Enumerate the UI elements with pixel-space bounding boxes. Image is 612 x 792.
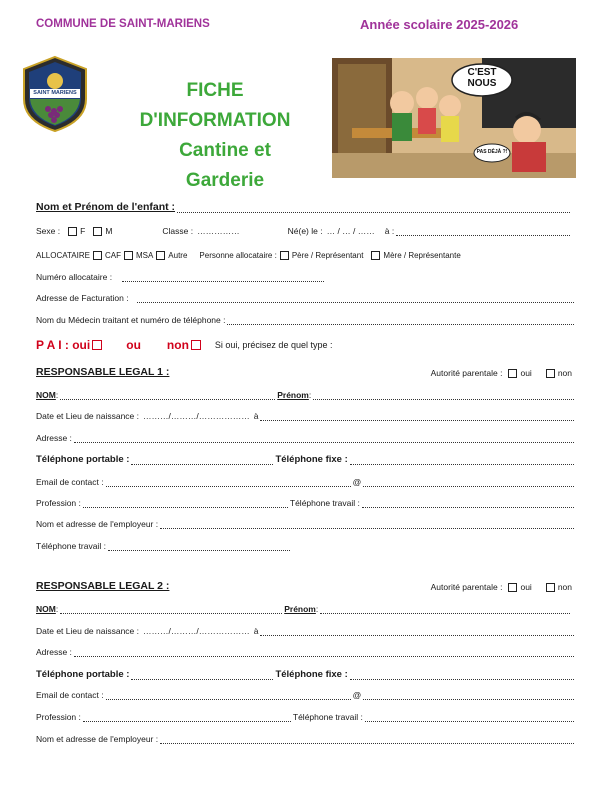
legal2-profession-field[interactable]	[83, 713, 291, 722]
legal1-autorite-non-checkbox[interactable]	[546, 369, 555, 378]
legal1-nom-row: NOM : Prénom :	[36, 390, 576, 400]
legal2-autorite-oui-checkbox[interactable]	[508, 583, 517, 592]
legal1-tel-travail-field[interactable]	[108, 542, 290, 551]
legal2-profession-row	[36, 712, 576, 722]
sexe-label: Sexe :	[36, 226, 61, 236]
legal1-tel-travail-row	[36, 541, 292, 551]
cartoon-illustration	[332, 58, 576, 178]
legal1-header	[36, 366, 572, 378]
legal1-at-sign: @	[352, 477, 362, 487]
legal2-email-domain-field[interactable]	[363, 691, 574, 700]
legal1-tel-travail-inline-label: Téléphone travail :	[289, 498, 360, 508]
sexe-f-checkbox[interactable]	[68, 227, 77, 236]
form-title	[130, 76, 300, 196]
legal2-a-label: à	[253, 626, 259, 636]
legal2-tel-portable-field[interactable]	[131, 671, 273, 680]
legal1-adresse-label: Adresse :	[36, 433, 72, 443]
legal2-tel-travail-inline-field[interactable]	[365, 713, 574, 722]
legal2-employeur-field[interactable]	[160, 735, 574, 744]
legal2-nom-label: NOM	[36, 604, 56, 614]
msa-label: MSA	[135, 251, 154, 260]
legal2-at-sign: @	[352, 690, 362, 700]
legal1-autorite-oui-checkbox[interactable]	[508, 369, 517, 378]
legal1-naissance-row	[36, 411, 576, 421]
caf-label: CAF	[104, 251, 121, 260]
legal1-employeur-field[interactable]	[160, 520, 574, 529]
legal2-tel-fixe-label: Téléphone fixe :	[275, 669, 348, 680]
legal2-naissance-label: Date et Lieu de naissance :	[36, 626, 140, 636]
legal2-adresse-row	[36, 647, 576, 657]
legal2-nom-row: NOM : Prénom :	[36, 604, 572, 614]
legal1-tel-portable-label: Téléphone portable :	[36, 454, 130, 465]
legal1-employeur-label: Nom et adresse de l'employeur :	[36, 519, 159, 529]
commune-name: COMMUNE DE SAINT-MARIENS	[36, 18, 210, 30]
legal1-profession-row	[36, 498, 576, 508]
legal1-email-domain-field[interactable]	[363, 478, 574, 487]
sexe-row	[36, 226, 572, 236]
child-name-label: Nom et Prénom de l'enfant :	[36, 201, 176, 213]
legal1-tel-row	[36, 454, 576, 465]
pai-row	[36, 338, 332, 352]
legal2-nom-field[interactable]	[60, 605, 282, 614]
legal2-prenom-field[interactable]	[320, 605, 570, 614]
legal2-profession-label: Profession :	[36, 712, 81, 722]
legal2-tel-travail-inline-label: Téléphone travail :	[292, 712, 363, 722]
legal2-adresse-label: Adresse :	[36, 647, 72, 657]
legal1-nom-label: NOM	[36, 390, 56, 400]
legal1-email-user-field[interactable]	[106, 478, 351, 487]
legal2-tel-fixe-field[interactable]	[350, 671, 574, 680]
sexe-f-label: F	[80, 226, 86, 236]
legal1-autorite-label: Autorité parentale :	[430, 368, 503, 378]
legal2-prenom-label: Prénom	[284, 604, 316, 614]
sexe-m-checkbox[interactable]	[93, 227, 102, 236]
legal1-profession-label: Profession :	[36, 498, 81, 508]
legal2-email-label: Email de contact :	[36, 690, 104, 700]
commune-logo	[20, 55, 90, 133]
legal2-email-row	[36, 690, 576, 700]
legal2-naissance-date[interactable]: ………/………/………………	[143, 626, 250, 636]
birth-place-label: à :	[384, 226, 395, 236]
logo-text: SAINT MARIENS	[33, 90, 77, 96]
legal2-autorite-label: Autorité parentale :	[430, 582, 503, 592]
birth-date-field[interactable]: … / … / ……	[326, 226, 375, 236]
legal1-tel-travail-inline-field[interactable]	[362, 499, 574, 508]
pai-non-label: non	[166, 338, 189, 352]
medecin-field[interactable]	[227, 316, 574, 325]
pai-oui-label: P A I : oui	[36, 338, 91, 352]
pere-label: Père / Représentant	[291, 251, 364, 260]
title-line-3: Cantine et Garderie	[179, 140, 271, 191]
legal1-tel-fixe-field[interactable]	[350, 456, 574, 465]
school-year: Année scolaire 2025-2026	[360, 17, 519, 32]
legal1-email-row	[36, 477, 576, 487]
classe-label: Classe :	[162, 226, 194, 236]
numero-field[interactable]	[122, 273, 324, 282]
pai-ou-label: ou	[126, 338, 141, 352]
adresse-facturation-label: Adresse de Facturation :	[36, 293, 129, 303]
legal1-employeur-row	[36, 519, 576, 529]
legal2-header	[36, 580, 572, 592]
legal1-prenom-field[interactable]	[313, 391, 574, 400]
child-name-field[interactable]	[177, 204, 570, 213]
classe-field[interactable]: ……………	[197, 226, 240, 236]
title-line-2: D'INFORMATION	[139, 110, 291, 131]
adresse-facturation-field[interactable]	[137, 294, 574, 303]
caf-checkbox[interactable]	[93, 251, 102, 260]
birth-label: Né(e) le :	[287, 226, 323, 236]
legal1-adresse-row	[36, 433, 576, 443]
legal1-tel-fixe-label: Téléphone fixe :	[275, 454, 348, 465]
child-name-row	[36, 201, 572, 213]
pere-checkbox[interactable]	[280, 251, 289, 260]
legal2-title: RESPONSABLE LEGAL 2 :	[36, 580, 170, 592]
pai-note: Si oui, précisez de quel type :	[214, 340, 333, 350]
birth-place-field[interactable]	[396, 227, 570, 236]
adresse-facturation-row	[36, 293, 576, 303]
legal2-tel-portable-label: Téléphone portable :	[36, 669, 130, 680]
person-allocataire-label: Personne allocataire :	[199, 251, 277, 260]
legal1-adresse-field[interactable]	[74, 434, 574, 443]
legal2-lieu-field[interactable]	[260, 627, 574, 636]
mere-label: Mère / Représentante	[383, 251, 461, 260]
mere-checkbox[interactable]	[371, 251, 380, 260]
legal2-employeur-label: Nom et adresse de l'employeur :	[36, 734, 159, 744]
legal2-autorite-non-checkbox[interactable]	[546, 583, 555, 592]
legal1-naissance-label: Date et Lieu de naissance :	[36, 411, 140, 421]
numero-label: Numéro allocataire :	[36, 272, 113, 282]
legal2-naissance-row	[36, 626, 576, 636]
autre-checkbox[interactable]	[156, 251, 165, 260]
numero-row	[36, 272, 326, 282]
cartoon-bubble: C'EST NOUS	[467, 67, 497, 89]
legal2-adresse-field[interactable]	[74, 648, 574, 657]
medecin-label: Nom du Médecin traitant et numéro de téléphone :	[36, 315, 226, 325]
cartoon-bubble-2: PAS DÉJÀ ?!	[476, 149, 508, 155]
legal1-nom-field[interactable]	[60, 391, 275, 400]
legal2-autorite-non-label: non	[557, 582, 572, 592]
legal2-employeur-row	[36, 734, 576, 744]
medecin-row	[36, 315, 576, 325]
msa-checkbox[interactable]	[124, 251, 133, 260]
legal1-profession-field[interactable]	[83, 499, 288, 508]
legal1-naissance-date[interactable]: ………/………/………………	[143, 411, 250, 421]
legal1-email-label: Email de contact :	[36, 477, 104, 487]
legal1-autorite-non-label: non	[557, 368, 572, 378]
allocataire-label: ALLOCATAIRE	[36, 251, 90, 260]
autre-label: Autre	[168, 251, 188, 260]
legal2-email-user-field[interactable]	[106, 691, 351, 700]
pai-oui-checkbox[interactable]	[92, 340, 102, 350]
legal1-prenom-label: Prénom	[277, 390, 309, 400]
pai-non-checkbox[interactable]	[191, 340, 201, 350]
sexe-m-label: M	[105, 226, 113, 236]
legal1-lieu-field[interactable]	[260, 412, 574, 421]
legal1-tel-travail-label: Téléphone travail :	[36, 541, 106, 551]
legal1-title: RESPONSABLE LEGAL 1 :	[36, 366, 170, 378]
allocataire-row	[36, 251, 576, 260]
legal2-tel-row	[36, 669, 576, 680]
legal1-a-label: à	[253, 411, 259, 421]
title-line-1: FICHE	[186, 80, 244, 101]
legal2-autorite-oui-label: oui	[520, 582, 532, 592]
legal1-tel-portable-field[interactable]	[131, 456, 273, 465]
legal1-autorite-oui-label: oui	[520, 368, 532, 378]
